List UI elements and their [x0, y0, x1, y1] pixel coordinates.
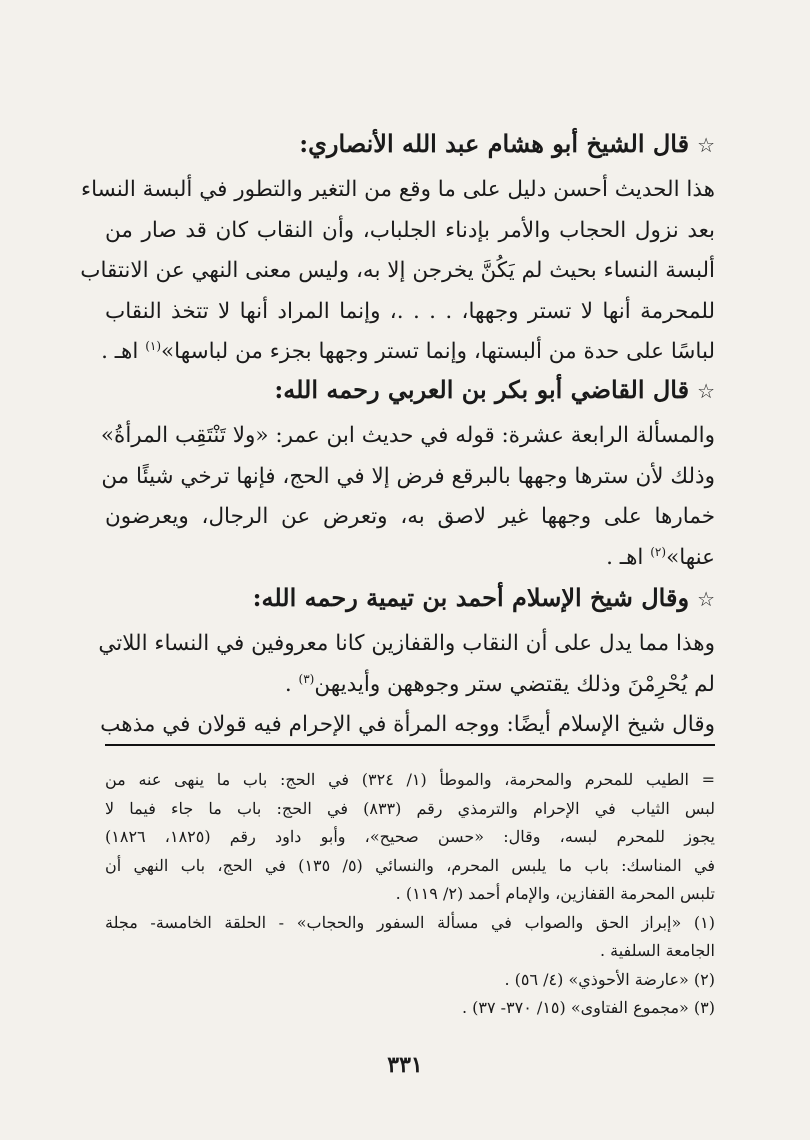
footnote-ref: (٣) [298, 671, 315, 686]
footnote-line: الجامعة السلفية . [599, 941, 715, 960]
footnote-line: في المناسك: باب ما يلبس المحرم، والنسائي (٥/ ١٣٥) في الحج، باب النهي أن [105, 855, 715, 875]
text-line: وقال شيخ الإسلام أيضًا: ووجه المرأة في الإحرام فيه قولان في مذهب [100, 712, 715, 737]
paragraph-ibn-arabi [100, 416, 715, 578]
footnote-line: = الطيب للمحرم والمحرمة، والموطأ (١/ ٣٢٤) في الحج: باب ما ينهى عنه من [105, 770, 715, 789]
text-line: لم يُحْرِمْنَ وذلك يقتضي ستر وجوههن وأيديهن$^{(٣)}$ . [284, 671, 715, 697]
text-line: خمارها على وجهها غير لاصق به، وتعرض عن الرجال، ويعرضون [105, 504, 715, 529]
footnote-line: (١) «إبراز الحق والصواب في مسألة السفور والحجاب» - الحلقة الخامسة- مجلة [105, 912, 715, 932]
text-line: والمسألة الرابعة عشرة: قوله في حديث ابن عمر: «ولا تَنْتَقِب المرأةُ» [100, 423, 715, 448]
text-line: ألبسة النساء بحيث لم يَكُنَّ يخرجن إلا به، وليس معنى النهي عن الانتقاب [80, 258, 715, 283]
text-line: للمحرمة أنها لا تستر وجهها، . . . .، وإنما المراد أنها لا تتخذ النقاب [105, 298, 715, 324]
section-heading-ibn-taymiyyah: ☆وقال شيخ الإسلام أحمد بن تيمية رحمه الله: [252, 583, 715, 612]
footnote-ref: (١) [145, 338, 162, 353]
text-line: بعد نزول الحجاب والأمر بإدناء الجلباب، وأن النقاب كان قد صار من [105, 217, 715, 243]
text-line: وهذا مما يدل على أن النقاب والقفازين كانا معروفين في النساء اللاتي [98, 631, 715, 656]
footnote-separator [105, 744, 715, 746]
star-icon: ☆ [697, 133, 715, 157]
section-heading-ibn-arabi: ☆قال القاضي أبو بكر بن العربي رحمه الله: [274, 375, 715, 404]
star-icon: ☆ [697, 379, 715, 403]
text-line: هذا الحديث أحسن دليل على ما وقع من التغير والتطور في ألبسة النساء [80, 177, 715, 202]
footnote-ref: (٢) [650, 544, 667, 559]
star-icon: ☆ [697, 587, 715, 611]
footnotes [105, 766, 715, 1023]
footnote-line: تلبس المحرمة القفازين، والإمام أحمد (٢/ ١١٩) . [395, 884, 715, 903]
section-heading-ansari: ☆قال الشيخ أبو هشام عبد الله الأنصاري: [299, 129, 715, 158]
footnote-line: (٢) «عارضة الأحوذي» (٤/ ٥٦) . [504, 969, 715, 989]
page-number: ٣٣١ [387, 1052, 423, 1078]
footnote-line: (٣) «مجموع الفتاوى» (١٥/ ٣٧٠- ٣٧) . [461, 998, 715, 1017]
paragraph-ibn-taymiyyah [98, 624, 715, 746]
text-line: وذلك لأن سترها وجهها بالبرقع فرض إلا في الحج، فإنها ترخي شيئًا من [101, 463, 715, 489]
text-line: لباسًا على حدة من ألبستها، وإنما تستر وجهها بجزء من لباسها»$^{(١)}$ اهـ . [101, 338, 715, 364]
footnote-line: يجوز للمحرم لبسه، وقال: «حسن صحيح»، وأبو داود رقم (١٨٢٥، ١٨٢٦) [105, 827, 716, 846]
text-line: عنها»$^{(٢)}$ اهـ . [606, 544, 715, 570]
paragraph-ansari [80, 170, 715, 373]
footnote-line: لبس الثياب في الإحرام والترمذي رقم (٨٣٣) في الحج: باب ما جاء فيما لا [105, 798, 715, 818]
